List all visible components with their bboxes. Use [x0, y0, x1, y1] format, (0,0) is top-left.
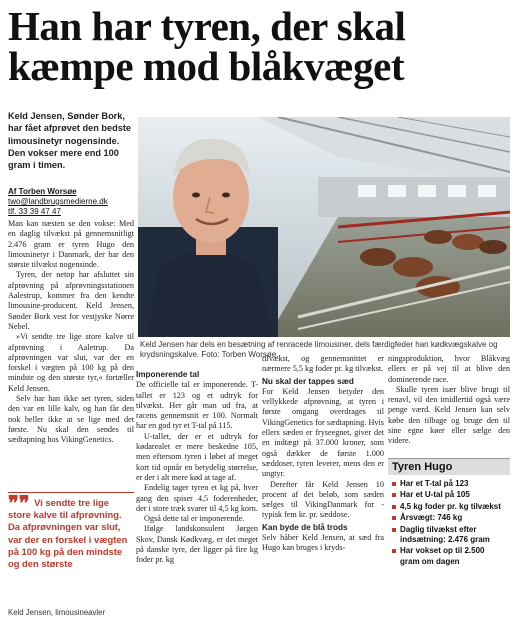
body-paragraph: Man kan næsten se den vokse: Med en daglig tilvækst på gennemsnitligt 2.476 gram er tyren Hugo den limousinetyr i Danmark, der har den største tilvækst nogensinde. — [8, 219, 134, 270]
pull-quote-text: Vi sendte tre lige store kalve til afprøvning. Da afprøvningen var slut, var der en forskel i vægten på 100 kg på den mindste og den største — [8, 497, 128, 570]
pull-quote-source: Keld Jensen, limousineavler — [8, 608, 106, 617]
body-paragraph: Endelig tager tyren et kg på, hver gang den spiser 4,5 foderenheder, der i store træk svarer til 4,5 kg korn. — [136, 483, 258, 513]
byline — [8, 187, 134, 217]
body-paragraph: U-tallet, der er et udtryk for kødarealet er mere beskedne 105, men eftersom tyren i løbet af meget kort tid opnår en betydelig størrelse, er der i alt mere kød at tage af. — [136, 431, 258, 482]
fact-item: Daglig tilvækst efter indsætning: 2.476 gram — [392, 525, 506, 546]
author-email[interactable]: two@landbrugsmedierne.dk — [8, 197, 108, 206]
subheading: Imponerende tal — [136, 370, 200, 379]
body-paragraph: Derefter får Keld Jensen 10 procent af det beløb, som sæden sælges til VikingDanmark for - typisk fem kr. pr. sæddose. — [262, 479, 384, 520]
fact-item: Har vokset op til 2.500 gram om dagen — [392, 546, 506, 567]
fact-box-title: Tyren Hugo — [388, 458, 510, 475]
body-paragraph: tilvækst, og gennemsnittet er nærmere 5,5 kg foder pr. kg tilvækst. — [262, 354, 384, 374]
fact-item: Årsvægt: 746 kg — [392, 513, 506, 523]
body-paragraph: ningsproduktion, hvor Blåkvæg ellers er på vej til at blive den dominerende race. — [388, 354, 510, 384]
subheading: Nu skal der tappes sæd — [262, 376, 354, 386]
author-phone: tlf. 33 39 47 47 — [8, 207, 61, 216]
fact-item: Har et T-tal på 123 — [392, 479, 506, 489]
body-paragraph: De officielle tal er imponerende. T-tallet er 123 og et udtryk for tilvækst. Her går man ud fra, at racens gennemsnit er 100. Normalt har en god tyr et T-tal på 115. — [136, 380, 258, 431]
article-column-1 — [8, 219, 134, 446]
body-paragraph: Selv håber Keld Jensen, at sæd fra Hugo kan bruges i kryds- — [262, 533, 384, 553]
headline: Han har tyren, der skal kæmpe mod blåkvæget — [8, 3, 406, 89]
lead-paragraph: Keld Jensen, Sønder Bork, har fået afprøvet den bedste limousinetyr nogensinde. Den vokser mere end 100 gram i timen. — [8, 111, 132, 171]
fact-item: Har et U-tal på 105 — [392, 490, 506, 500]
author-name: Af Torben Worsøe — [8, 187, 77, 196]
body-paragraph: Ifølge landskonsulent Jørgen Skov, Dansk Kødkvæg, er det meget på danske tyre, der ligger på fire kg foder pr. kg — [136, 524, 258, 565]
body-paragraph: Skulle tyren især blive brugt til renavl, vil den imidlertid også være penge værd. Keld Jensen kan selv købe den tilbage og bruge den til sine egne køer eller sælge den videre. — [388, 384, 510, 446]
body-paragraph: For Keld Jensen betyder den vellykkede afprøvning, at tyren i første omgang overdrages til VikingGenetics for sædtapning. Hvis ellers sæden er fryseegnet, giver det en indtægt på 37.000 kroner, som også dækker de første 1.000 sæddoser, tyren leverer, mens den er ungtyr. — [262, 386, 384, 479]
body-paragraph: Selv har han ikke set tyren, siden den var en lille kalv, og han får den nok heller ikke at se lige med det første. Nu skal den sendes til sædtapning hos VikingGenetics. — [8, 394, 134, 445]
subheading: Kan byde de blå trods — [262, 522, 348, 532]
fact-list — [388, 475, 510, 567]
fact-item: 4,5 kg foder pr. kg tilvækst — [392, 502, 506, 512]
pull-quote — [8, 493, 134, 570]
body-paragraph: »Vi sendte tre lige store kalve til afprøvning i Aaletrup. Da afprøvningen var slut, var der en forskel i vægten på 100 kg på den mindste og den største tyr,« fortæller Keld Jensen. — [8, 332, 134, 393]
quote-mark-icon: ❞❞ — [8, 493, 30, 515]
article-column-4 — [388, 354, 510, 447]
fact-box — [388, 458, 510, 568]
body-paragraph: Tyren, der netop har afsluttet sin afprøvning på afprøvningsstationen Aalestrup, kommer fra den kendte limousine-producent. Keld Jensen, Sønder Bork vest for vestjyske Nørre Nebel. — [8, 270, 134, 331]
article-photo — [138, 117, 510, 337]
barn-photo-illustration — [138, 117, 510, 337]
article-column-3 — [262, 354, 384, 554]
photo-caption: Keld Jensen har dels en besætning af renracede limousiner, dels færdigfeder han kødkvægskalve og krydsningskalve. Foto: Torben Worsøe. — [140, 340, 498, 359]
article-column-2 — [136, 368, 258, 566]
body-paragraph: Også dette tal er imponerende. — [144, 514, 245, 524]
